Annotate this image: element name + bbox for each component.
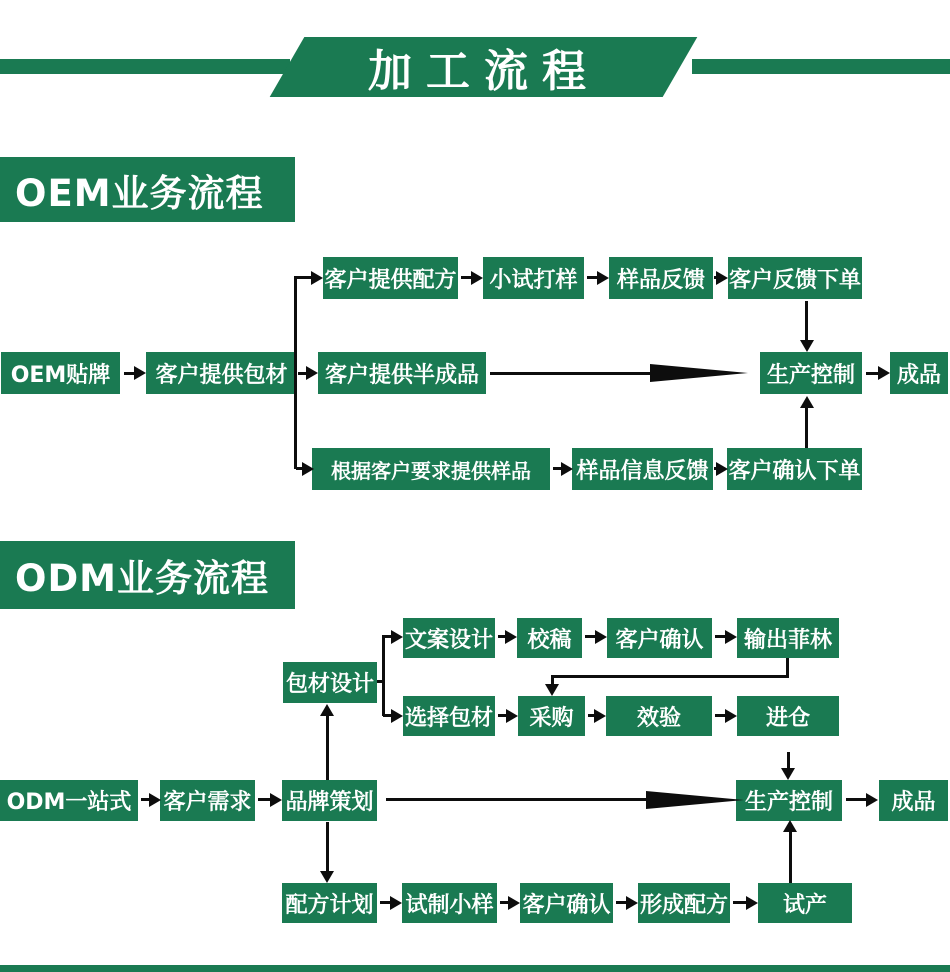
node-odm-trial-sample: 试制小样 bbox=[402, 883, 497, 923]
header-bar-left bbox=[0, 59, 290, 74]
flow-line bbox=[805, 408, 808, 448]
node-oem-feedback-order: 客户反馈下单 bbox=[728, 257, 862, 299]
node-oem-production-control: 生产控制 bbox=[760, 352, 862, 394]
node-odm-finished-product: 成品 bbox=[879, 780, 948, 821]
arrow-right-icon bbox=[746, 896, 758, 910]
arrow-right-icon bbox=[506, 709, 518, 723]
arrow-right-icon bbox=[508, 896, 520, 910]
flow-line bbox=[789, 832, 792, 883]
arrow-right-icon bbox=[306, 366, 318, 380]
node-odm-select-packaging: 选择包材 bbox=[403, 696, 495, 736]
node-odm-form-formula: 形成配方 bbox=[638, 883, 730, 923]
node-oem-semi-product: 客户提供半成品 bbox=[318, 352, 486, 394]
flow-line bbox=[296, 276, 311, 279]
node-odm-trial-production: 试产 bbox=[758, 883, 852, 923]
arrow-right-icon bbox=[866, 793, 878, 807]
arrow-right-icon bbox=[626, 896, 638, 910]
arrow-right-icon bbox=[595, 630, 607, 644]
arrow-right-icon bbox=[716, 271, 728, 285]
arrow-right-icon bbox=[725, 630, 737, 644]
node-odm-customer-confirm-2: 客户确认 bbox=[520, 883, 613, 923]
title-banner bbox=[270, 37, 698, 97]
arrow-right-icon bbox=[561, 462, 573, 476]
arrow-up-icon bbox=[783, 820, 797, 832]
arrow-right-icon bbox=[390, 896, 402, 910]
node-odm-film-output: 输出菲林 bbox=[737, 618, 839, 658]
arrow-up-icon bbox=[320, 704, 334, 716]
arrow-down-icon bbox=[545, 684, 559, 696]
flow-line bbox=[490, 372, 652, 375]
node-odm-inspection: 效验 bbox=[606, 696, 712, 736]
arrow-down-icon bbox=[800, 340, 814, 352]
big-arrow-right-icon bbox=[650, 364, 748, 382]
arrow-down-icon bbox=[320, 871, 334, 883]
node-odm-customer-needs: 客户需求 bbox=[160, 780, 255, 821]
node-odm-start: ODM一站式 bbox=[0, 780, 138, 821]
big-arrow-right-icon bbox=[646, 791, 744, 809]
node-oem-customer-packaging: 客户提供包材 bbox=[146, 352, 297, 394]
flow-line bbox=[551, 675, 788, 678]
arrow-right-icon bbox=[391, 709, 403, 723]
arrow-right-icon bbox=[505, 630, 517, 644]
odm-section-label: ODM业务流程 bbox=[0, 541, 295, 609]
arrow-right-icon bbox=[311, 271, 323, 285]
node-oem-confirm-order: 客户确认下单 bbox=[727, 448, 862, 490]
flow-line bbox=[326, 822, 329, 871]
arrow-right-icon bbox=[134, 366, 146, 380]
node-oem-trial-proof: 小试打样 bbox=[483, 257, 584, 299]
branch-line bbox=[294, 276, 297, 469]
arrow-right-icon bbox=[302, 462, 314, 476]
node-oem-sample-feedback: 样品反馈 bbox=[609, 257, 713, 299]
node-oem-finished-product: 成品 bbox=[890, 352, 948, 394]
footer-bar bbox=[0, 965, 950, 972]
arrow-right-icon bbox=[594, 709, 606, 723]
node-oem-start: OEM贴牌 bbox=[1, 352, 120, 394]
flow-line bbox=[846, 798, 868, 801]
node-odm-copy-design: 文案设计 bbox=[403, 618, 495, 658]
arrow-down-icon bbox=[781, 768, 795, 780]
node-oem-customer-formula: 客户提供配方 bbox=[323, 257, 458, 299]
node-odm-production-control: 生产控制 bbox=[736, 780, 842, 821]
node-odm-purchase: 采购 bbox=[518, 696, 585, 736]
arrow-right-icon bbox=[878, 366, 890, 380]
oem-section-label: OEM业务流程 bbox=[0, 157, 295, 222]
arrow-right-icon bbox=[149, 793, 161, 807]
node-odm-formula-plan: 配方计划 bbox=[282, 883, 377, 923]
arrow-right-icon bbox=[391, 630, 403, 644]
node-odm-packaging-design: 包材设计 bbox=[283, 662, 377, 703]
node-odm-brand-planning: 品牌策划 bbox=[282, 780, 377, 821]
node-odm-proofread: 校稿 bbox=[517, 618, 582, 658]
page-title: 加工流程 bbox=[367, 46, 600, 97]
flow-line bbox=[326, 716, 329, 780]
flow-line bbox=[805, 301, 808, 342]
branch-line bbox=[382, 635, 385, 716]
node-odm-customer-confirm-1: 客户确认 bbox=[607, 618, 712, 658]
node-oem-sample-request: 根据客户要求提供样品 bbox=[312, 448, 550, 490]
flow-line bbox=[386, 798, 648, 801]
header-bar-right bbox=[692, 59, 950, 74]
arrow-right-icon bbox=[716, 462, 728, 476]
arrow-right-icon bbox=[725, 709, 737, 723]
arrow-right-icon bbox=[597, 271, 609, 285]
arrow-right-icon bbox=[471, 271, 483, 285]
arrow-right-icon bbox=[270, 793, 282, 807]
arrow-up-icon bbox=[800, 396, 814, 408]
node-oem-sample-info-feedback: 样品信息反馈 bbox=[572, 448, 713, 490]
node-odm-warehouse: 进仓 bbox=[737, 696, 839, 736]
flow-line bbox=[787, 752, 790, 769]
